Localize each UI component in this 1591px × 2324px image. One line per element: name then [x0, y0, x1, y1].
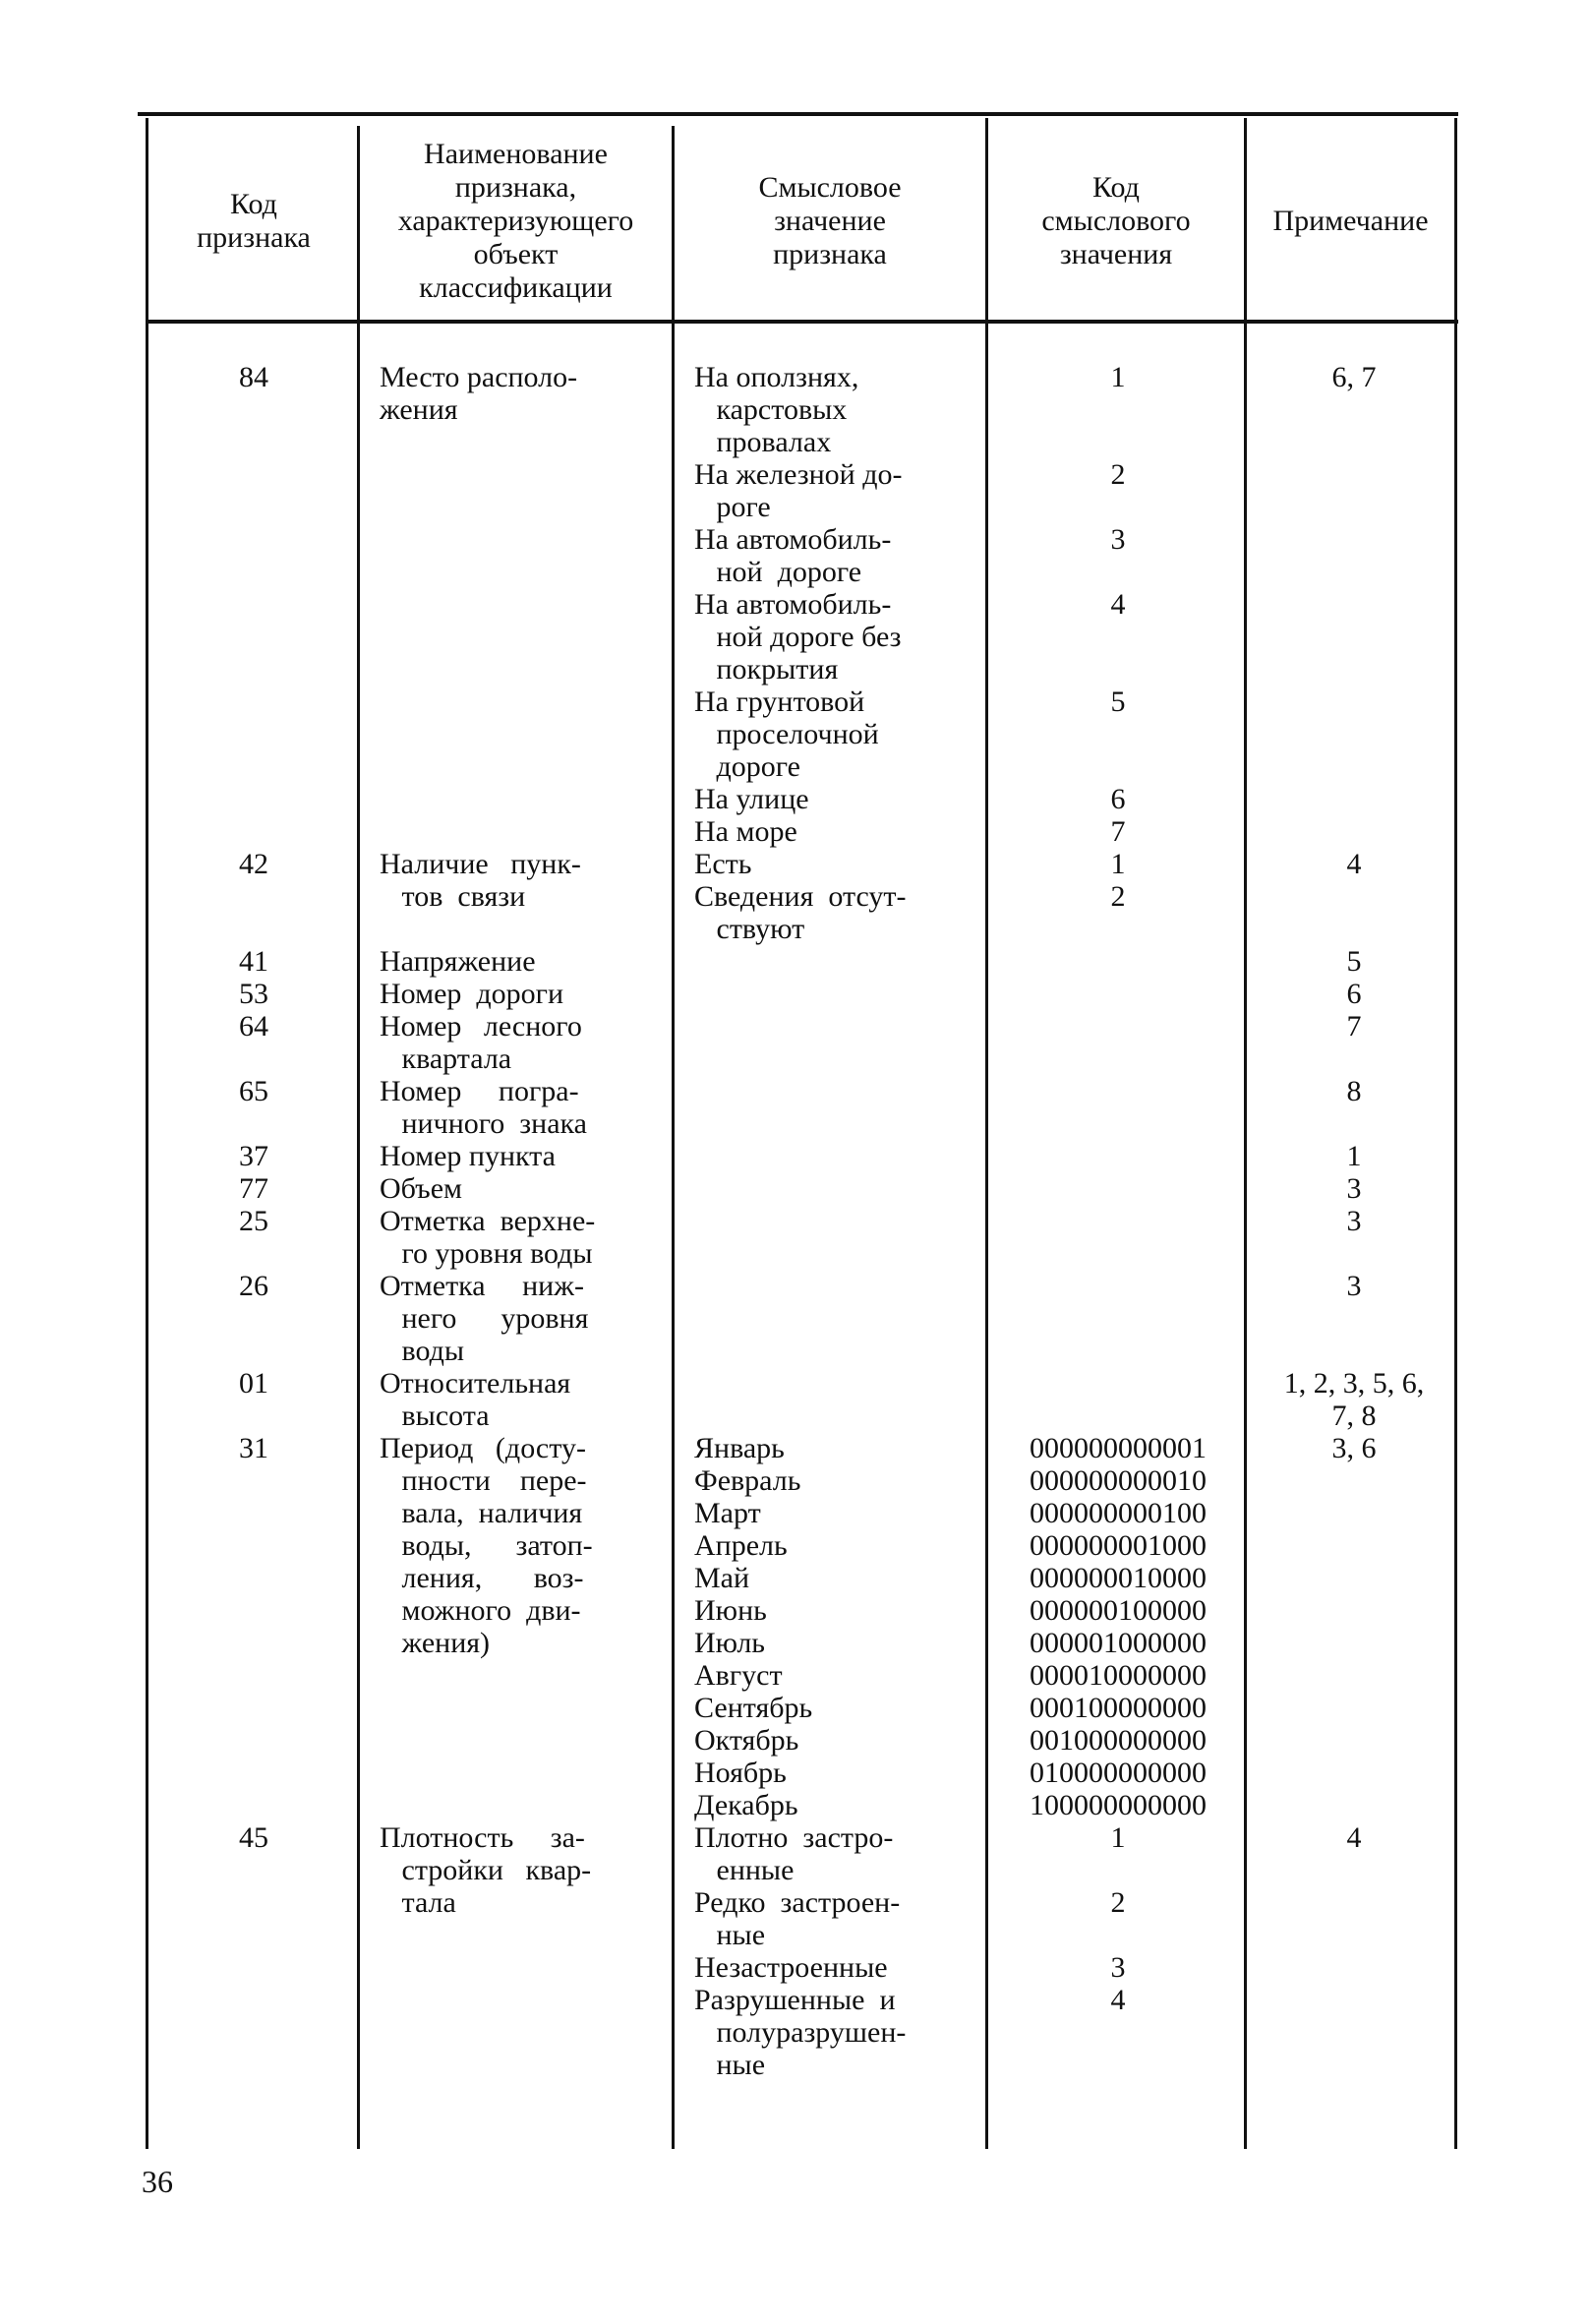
row-code: 25 [239, 1205, 268, 1237]
value-meaning: Март [694, 1497, 761, 1529]
value-code: 000000000100 [1030, 1497, 1207, 1529]
value-code: 2 [1110, 458, 1126, 491]
row-note: 3 [1346, 1270, 1362, 1302]
row-code: 64 [239, 1010, 268, 1043]
value-code: 000001000000 [1030, 1627, 1207, 1659]
row-name: Номер пункта [380, 1140, 556, 1172]
row-note: 1 [1346, 1140, 1362, 1172]
row-name: Плотность за- стройки квар- тала [380, 1821, 592, 1919]
value-meaning: Апрель [694, 1529, 788, 1562]
row-code: 65 [239, 1075, 268, 1107]
value-meaning: Сведения отсут- ствуют [694, 880, 907, 945]
row-note: 5 [1346, 945, 1362, 978]
row-code: 45 [239, 1821, 268, 1854]
row-code: 01 [239, 1367, 268, 1400]
row-name: Наличие пунк- тов связи [380, 848, 581, 913]
column-divider [672, 126, 675, 2149]
row-name: Место располо- жения [380, 361, 578, 426]
value-meaning: На автомобиль- ной дороге [694, 523, 892, 588]
value-code: 000000010000 [1030, 1562, 1207, 1594]
column-divider [985, 118, 988, 2149]
row-name: Номер лесного квартала [380, 1010, 582, 1075]
row-name: Период (досту- пности пере- вала, наличия воды, затоп- ления, воз- можного дви- жения) [380, 1432, 593, 1659]
value-code: 000000001000 [1030, 1529, 1207, 1562]
header-meaning: Смысловое значение признака [758, 171, 902, 270]
row-name: Напряжение [380, 945, 536, 978]
row-note: 8 [1346, 1075, 1362, 1107]
value-code: 7 [1110, 815, 1126, 848]
row-note: 6 [1346, 978, 1362, 1010]
row-name: Объем [380, 1172, 462, 1205]
value-meaning: Незастроенные [694, 1951, 888, 1984]
row-note: 3 [1346, 1205, 1362, 1237]
row-code: 41 [239, 945, 268, 978]
value-code: 000000000001 [1030, 1432, 1207, 1464]
row-name: Относительная высота [380, 1367, 571, 1432]
value-meaning: На улице [694, 783, 809, 815]
row-note: 6, 7 [1331, 361, 1377, 393]
value-meaning: Разрушенные и полуразрушен- ные [694, 1984, 907, 2081]
value-meaning: Июль [694, 1627, 765, 1659]
column-divider [146, 118, 148, 2149]
row-code: 84 [239, 361, 268, 393]
row-note: 7 [1346, 1010, 1362, 1043]
value-code: 5 [1110, 685, 1126, 718]
table-top-rule [138, 112, 1458, 116]
row-code: 53 [239, 978, 268, 1010]
table-header-rule [147, 320, 1458, 324]
value-meaning: На грунтовой проселочной дороге [694, 685, 879, 783]
value-code: 100000000000 [1030, 1789, 1207, 1821]
row-note: 3 [1346, 1172, 1362, 1205]
row-name: Отметка верхне- го уровня воды [380, 1205, 596, 1270]
row-note: 1, 2, 3, 5, 6, 7, 8 [1283, 1367, 1425, 1432]
value-meaning: Февраль [694, 1464, 801, 1497]
header-meaning-code: Код смыслового значения [1041, 171, 1191, 270]
row-code: 77 [239, 1172, 268, 1205]
value-meaning: На железной до- роге [694, 458, 903, 523]
value-meaning: На автомобиль- ной дороге без покрытия [694, 588, 902, 685]
value-code: 001000000000 [1030, 1724, 1207, 1757]
value-meaning: Январь [694, 1432, 785, 1464]
value-meaning: Редко застроен- ные [694, 1886, 901, 1951]
value-meaning: Ноябрь [694, 1757, 787, 1789]
header-note: Примечание [1272, 205, 1429, 237]
value-meaning: На оползнях, карстовых провалах [694, 361, 859, 458]
header-name: Наименование признака, характеризующего объект классификации [397, 138, 634, 304]
value-code: 1 [1110, 1821, 1126, 1854]
value-code: 4 [1110, 1984, 1126, 2016]
header-code: Код признака [197, 188, 311, 254]
row-name: Отметка ниж- него уровня воды [380, 1270, 589, 1367]
value-code: 3 [1110, 1951, 1126, 1984]
value-code: 000010000000 [1030, 1659, 1207, 1692]
value-code: 2 [1110, 880, 1126, 913]
value-meaning: Декабрь [694, 1789, 798, 1821]
row-note: 3, 6 [1331, 1432, 1377, 1464]
row-code: 26 [239, 1270, 268, 1302]
row-code: 37 [239, 1140, 268, 1172]
value-code: 3 [1110, 523, 1126, 556]
value-code: 4 [1110, 588, 1126, 621]
row-note: 4 [1346, 848, 1362, 880]
value-code: 000000100000 [1030, 1594, 1207, 1627]
value-code: 6 [1110, 783, 1126, 815]
row-note: 4 [1346, 1821, 1362, 1854]
value-code: 1 [1110, 361, 1126, 393]
value-code: 1 [1110, 848, 1126, 880]
row-code: 31 [239, 1432, 268, 1464]
value-meaning: Август [694, 1659, 783, 1692]
value-code: 2 [1110, 1886, 1126, 1919]
column-divider [357, 126, 360, 2149]
value-meaning: Май [694, 1562, 750, 1594]
value-code: 010000000000 [1030, 1757, 1207, 1789]
row-name: Номер погра- ничного знака [380, 1075, 587, 1140]
value-meaning: Июнь [694, 1594, 767, 1627]
value-meaning: На море [694, 815, 797, 848]
row-code: 42 [239, 848, 268, 880]
value-meaning: Плотно застро- енные [694, 1821, 894, 1886]
value-code: 000100000000 [1030, 1692, 1207, 1724]
page-number: 36 [142, 2164, 173, 2199]
value-meaning: Есть [694, 848, 752, 880]
value-meaning: Октябрь [694, 1724, 799, 1757]
value-code: 000000000010 [1030, 1464, 1207, 1497]
value-meaning: Сентябрь [694, 1692, 813, 1724]
row-name: Номер дороги [380, 978, 564, 1010]
